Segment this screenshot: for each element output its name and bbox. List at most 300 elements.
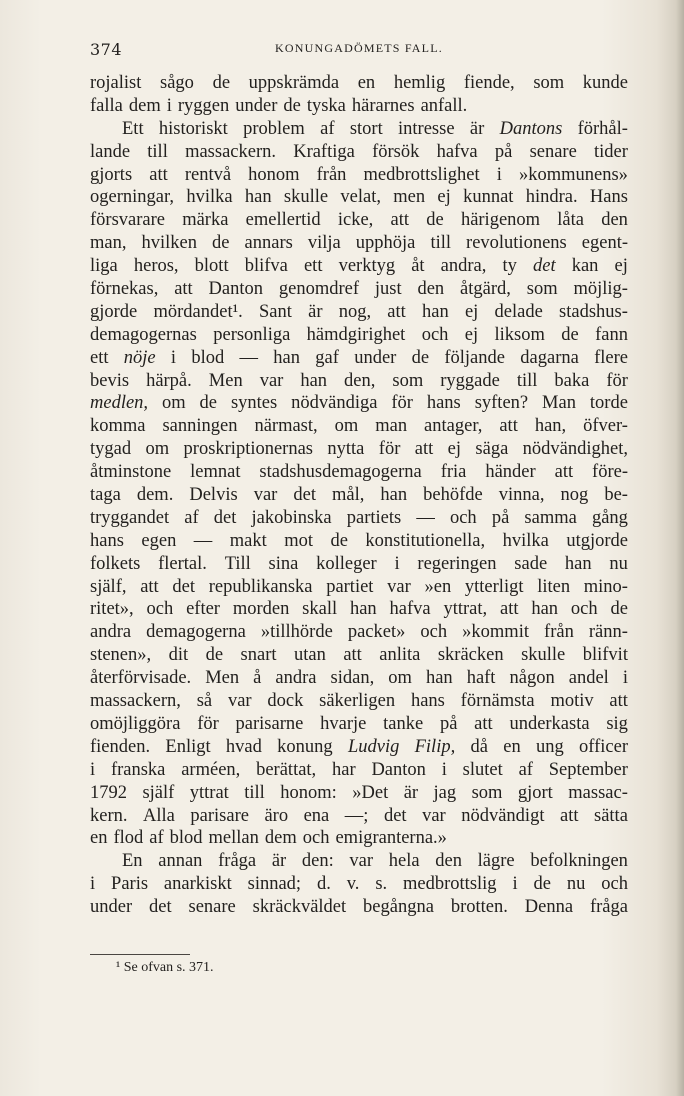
word: proskriptionernas [183,439,314,460]
word: han [380,485,408,506]
word: att [390,210,410,231]
word: af [184,507,199,528]
word: gång [591,507,628,528]
word: mål, [332,485,365,506]
word: en [90,828,108,849]
word: demagogerna [146,622,246,643]
word: uppskrämda [248,73,340,93]
text-line [90,713,628,736]
word: syften? [474,393,529,414]
word: Men [205,668,240,689]
word: annars [244,233,293,254]
word: anlita [379,645,421,666]
word: återförvisade. [90,668,192,689]
word: emigranterna.» [335,828,447,849]
word: att [149,164,168,185]
word: massackern. [185,141,276,162]
word: någon [509,668,555,689]
word: —; [344,805,369,826]
word: att [140,576,159,597]
word: massac- [568,782,628,803]
word: att [343,645,362,666]
italic-word: Ludvig [347,736,400,757]
word: stort [349,118,383,139]
word: ett [303,256,323,277]
word: en [503,736,521,757]
word: nytta [327,439,365,460]
word: ena [303,805,330,826]
word: befolkningen [530,851,628,872]
word: fråga [218,851,257,872]
word: härarnes [351,95,415,116]
word: Man [542,393,576,414]
word: antager, [424,416,483,437]
word: baka [554,370,590,391]
page-edge-shadow [676,0,684,1096]
word: underkasta [509,713,590,734]
word: den [417,279,445,300]
word: och [146,599,174,620]
text-line [90,598,628,621]
word: morden [232,599,290,620]
word: och [420,622,448,643]
word: gjorde [90,301,138,322]
word: att [474,713,493,734]
word: möjlig- [573,279,628,300]
word: åtgärd, [460,279,511,300]
word: historiskt [158,118,228,139]
word: i [394,553,400,574]
word: liksom [494,324,545,345]
word: kern. [90,805,128,826]
word: fann [595,324,628,345]
word: och [449,507,477,528]
word: han [425,668,453,689]
word: mot [284,530,314,551]
word: för [378,439,401,460]
word: mino- [583,576,628,597]
italic-word: Filip, [414,736,456,757]
text-line [90,576,628,599]
word: det [383,805,407,826]
word: omöjliggöra [90,713,181,734]
word: annan [158,851,203,872]
word: tanke [383,713,424,734]
word: rojalist [90,73,142,93]
word: stadshus- [559,301,628,322]
word: lande [90,141,131,162]
word: anfall. [420,95,468,116]
word: men [393,187,426,208]
word: säga [475,439,509,460]
word: om [334,416,359,437]
word: i [622,668,628,689]
word: snart [240,645,277,666]
word: sina [268,553,299,574]
word: till [516,370,538,391]
footnote: ¹ Se ofvan s. 371. [116,960,214,975]
word: konstitutionella, [365,530,486,551]
word: och [421,324,449,345]
word: var [349,851,374,872]
word: ett [90,347,109,368]
text-line [90,232,628,255]
word: af [320,118,335,139]
text-line [90,461,628,484]
word: hvilken [141,233,198,254]
word: falla [90,95,123,116]
word: han [244,187,272,208]
word: att [499,416,518,437]
text-line [90,736,628,759]
word: Ett [122,118,144,139]
word: flere [594,347,628,368]
text-line [90,438,628,461]
word: syntes [230,393,278,414]
word: nu [609,553,628,574]
word: var [422,805,446,826]
word: regeringen [417,553,497,574]
italic-word: det [533,256,556,277]
word: till [147,141,168,162]
word: att [609,691,628,712]
word: på [491,507,510,528]
word: hans [426,393,461,414]
word: han, [534,416,567,437]
word: säkerligen [319,691,396,712]
word: hemlig [393,73,446,93]
word: utan [293,645,326,666]
word: andra [275,668,317,689]
text-line [90,621,628,644]
word: att [387,301,406,322]
word: det [293,485,316,506]
word: de [610,599,628,620]
word: själf, [90,576,127,597]
word: sätta [594,805,628,826]
word: dem [128,95,161,116]
word: behöfde [423,485,483,506]
word: demagogernas [90,324,197,345]
text-line [90,370,628,393]
word: om [145,439,170,460]
word: till [244,782,265,803]
word: är [403,782,419,803]
word: låta [557,210,584,231]
word: af [149,828,164,849]
word: hela [388,851,420,872]
word: förhål- [577,118,628,139]
word: hafva [389,599,431,620]
word: fråga [589,897,628,918]
word: intresse [398,118,455,139]
word: September [548,759,628,780]
word: ytterligt [464,576,524,597]
word: Danton [371,759,426,780]
word: massackern, [90,691,181,712]
word: bevis [90,370,130,391]
word: på [439,713,458,734]
text-line [90,873,628,896]
word: andra, [440,256,487,277]
word: i [441,759,447,780]
word: nödvändigt [461,805,545,826]
word: hindra. [525,187,578,208]
word: Denna [524,897,574,918]
word: på [494,141,513,162]
text-line [90,759,628,782]
italic-word: Dantons [499,118,563,139]
word: Men [208,370,243,391]
word: officer [579,736,628,757]
word: senare [188,897,236,918]
word: blifvit [582,645,628,666]
word: i [170,347,177,368]
word: hafva [436,141,478,162]
word: äro [264,805,289,826]
word: är [308,301,323,322]
word: ränn- [588,622,628,643]
word: den: [301,851,334,872]
word: skräckväldet [252,897,347,918]
word: som [533,73,565,93]
word: ej [437,187,451,208]
word: i [166,95,172,116]
word: jakobinska [251,507,332,528]
word: före- [592,462,628,483]
word: blod [191,347,225,368]
text-line [90,186,628,209]
text-line [90,255,628,278]
word: de [561,324,579,345]
word: packet» [347,622,406,643]
word: lemnat [190,462,241,483]
word: var [387,576,411,597]
word: märka [182,210,229,231]
word: genomdref [278,279,360,300]
text-line [90,782,628,805]
word: sågo [160,73,194,93]
word: var [253,485,278,506]
word: de [212,233,230,254]
word: flertal. [158,553,207,574]
word: att [554,462,574,483]
word: tider [594,141,628,162]
word: om [161,393,186,414]
word: han [422,301,449,322]
word: samma [524,507,577,528]
text-line [90,164,628,187]
word: medbrottslighet [363,164,480,185]
word: v. [346,874,360,895]
word: händer [485,462,536,483]
word: upphöja [355,233,416,254]
word: skräcken [437,645,504,666]
italic-word: medlen, [90,393,149,414]
word: de [283,95,301,116]
body-text [90,72,628,919]
word: skall [302,599,338,620]
word: förnekas, [90,279,159,300]
word: lägre [477,851,515,872]
word: ty [502,256,517,277]
word: var [259,370,284,391]
word: fria [440,462,467,483]
word: s. [375,874,388,895]
word: egen [141,530,177,551]
word: — [416,507,435,528]
word: det [213,507,237,528]
word: anarkiskt [163,874,232,895]
word: om [388,668,412,689]
word: Kraftiga [293,141,355,162]
word: problem [243,118,305,139]
word: han [300,370,328,391]
word: vinna, [498,485,545,506]
word: dagarna [520,347,579,368]
word: just [374,279,402,300]
word: för [391,393,413,414]
word: skulle [521,645,566,666]
word: stenen», [90,645,152,666]
word: att [499,599,519,620]
word: ryggade [440,370,500,391]
word: följande [444,347,505,368]
text-line [90,530,628,553]
text-line [90,72,628,95]
text-line [90,553,628,576]
word: försök [372,141,420,162]
word: härigenom [460,210,541,231]
word: emellertid [245,210,321,231]
word: den [435,851,462,872]
word: ej [464,324,479,345]
word: ritet», [90,599,134,620]
word: åt [411,256,425,277]
word: Sant [259,301,292,322]
word: under [235,95,278,116]
word: liten [537,576,571,597]
page-number: 374 [90,40,123,59]
text-line [90,805,628,828]
word: tyska [306,95,346,116]
text-line [90,95,628,118]
text-line [90,415,628,438]
word: närmast, [254,416,318,437]
word: hvarje [320,713,367,734]
word: nog, [338,301,372,322]
word: kolleger [316,553,377,574]
word: kan [571,256,599,277]
word: d. [316,874,331,895]
word: i [512,874,518,895]
word: från [316,164,347,185]
word: de [426,210,444,231]
word: som [392,370,424,391]
word: Till [224,553,251,574]
word: från [544,622,574,643]
word: kunnat [463,187,514,208]
word: och [570,599,598,620]
word: det [149,897,172,918]
word: rentvå [184,164,232,185]
word: torde [589,393,628,414]
text-line [90,324,628,347]
word: gjort [517,782,553,803]
word: konung [277,736,333,757]
word: till [430,233,451,254]
word: Enligt [165,736,211,757]
text-line [90,141,628,164]
word: »en [424,576,452,597]
word: sidan, [330,668,375,689]
word: skulle [283,187,329,208]
word: man, [90,233,127,254]
word: folkets [90,553,141,574]
word: andra [90,622,132,643]
word: fienden. [90,736,151,757]
text-line [90,118,628,141]
word: hans [410,691,445,712]
word: delade [494,301,543,322]
word: för [197,713,219,734]
word: Delvis [189,485,238,506]
text-line [90,827,628,850]
word: för [606,370,628,391]
word: partiet [326,576,374,597]
word: efter [186,599,220,620]
word: de [199,393,218,414]
word: nog [560,485,589,506]
word: blott [194,256,229,277]
word: försvarare [90,210,165,231]
word: hans [90,530,124,551]
word: under [90,897,133,918]
word: ryggen [177,95,230,116]
text-line [90,644,628,667]
word: jag [433,782,457,803]
word: andel [568,668,609,689]
word: yttrat, [443,599,488,620]
word: kunde [582,73,628,93]
text-line [90,896,628,919]
word: dit [168,645,189,666]
word: hämdgirighet [306,324,406,345]
word: förnämsta [460,691,535,712]
word: i [496,164,502,185]
word: de [212,73,231,93]
text-line [90,278,628,301]
word: flod [113,828,144,849]
word: han [531,599,559,620]
word: hvad [225,736,262,757]
word: har [332,759,356,780]
word: i [90,759,96,780]
word: i [90,874,96,895]
word: blifva [244,256,288,277]
word: Hans [589,187,628,208]
text-line [90,209,628,232]
word: den, [344,370,376,391]
word: tryggandet [90,507,170,528]
text-line [90,301,628,324]
word: som [471,782,503,803]
word: hvilka [502,530,549,551]
word: han [349,599,377,620]
word: de [205,645,224,666]
word: yttrat [189,782,229,803]
word: att [559,805,579,826]
